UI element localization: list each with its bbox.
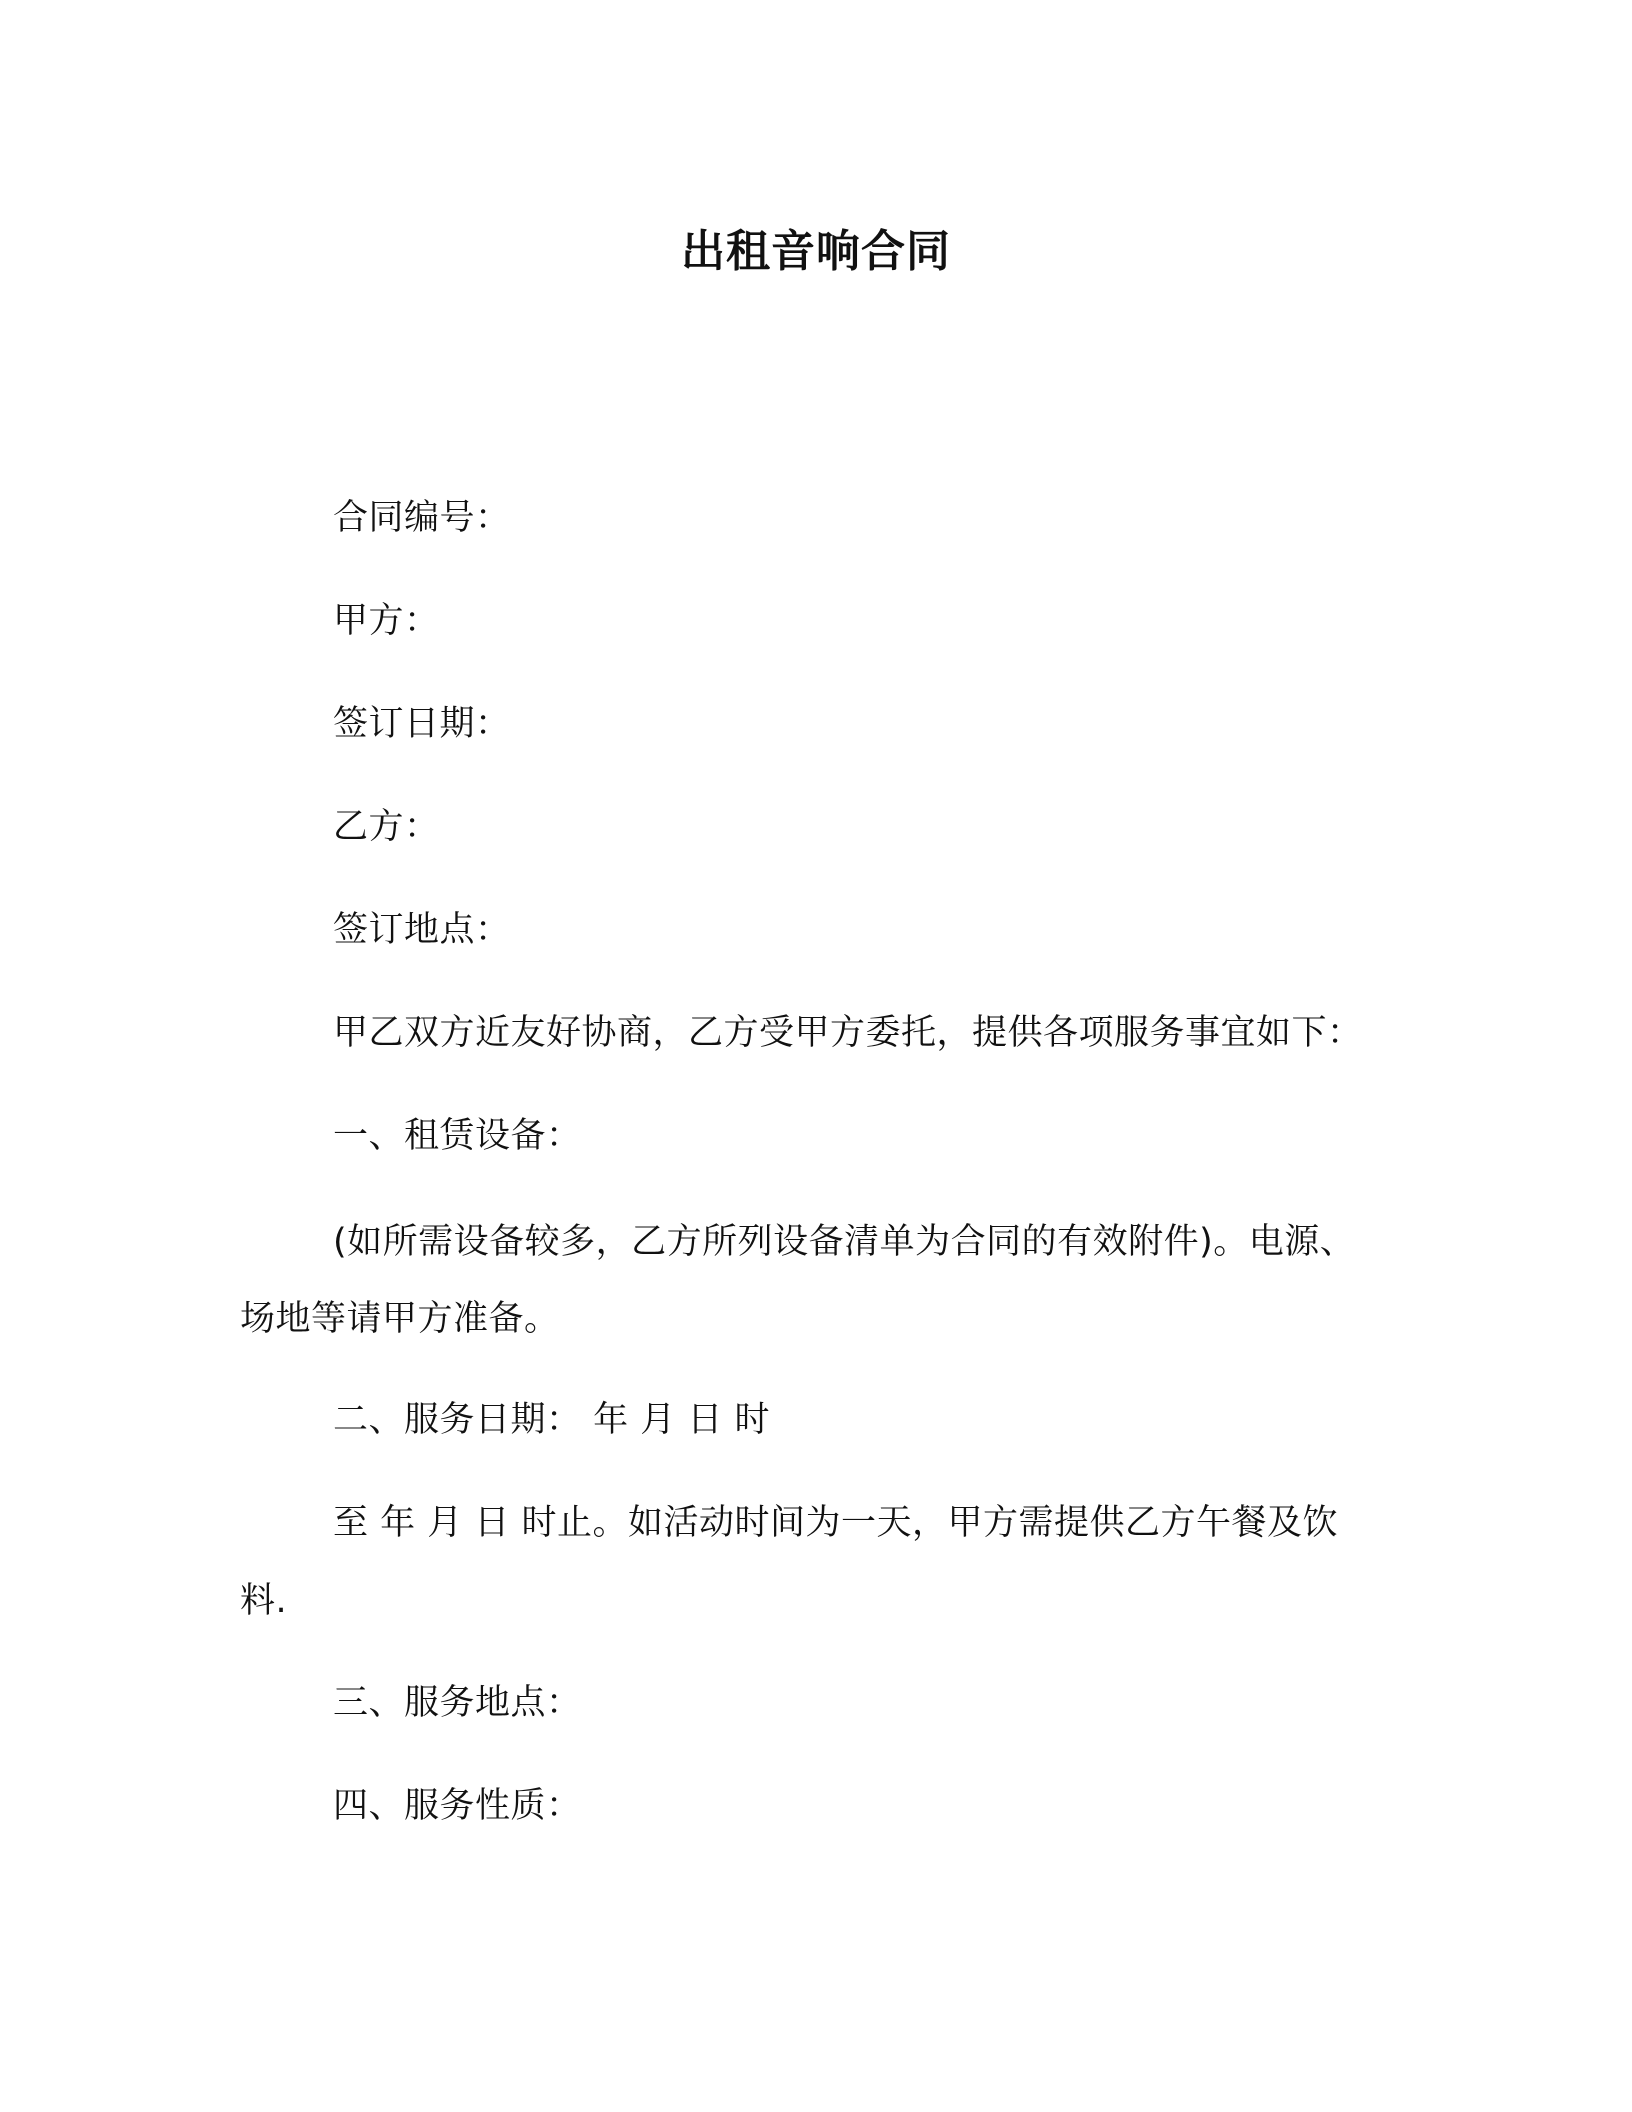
sign-date-field: 签订日期：: [333, 704, 511, 744]
section-2-paragraph-line-1: 至 年 月 日 时止。如活动时间为一天，甲方需提供乙方午餐及饮: [333, 1503, 1339, 1543]
party-b-field: 乙方：: [333, 807, 440, 847]
section-2-paragraph-line-2: 料.: [240, 1581, 288, 1621]
page-title: 出租音响合同: [681, 226, 951, 277]
section-3-heading: 三、服务地点：: [333, 1683, 582, 1723]
section-2-heading: 二、服务日期： 年 月 日 时: [333, 1400, 771, 1440]
intro-paragraph: 甲乙双方近友好协商，乙方受甲方委托，提供各项服务事宜如下：: [333, 1013, 1363, 1053]
section-1-paragraph-line-1: (如所需设备较多，乙方所列设备清单为合同的有效附件)。电源、: [333, 1222, 1356, 1262]
section-1-heading: 一、租赁设备：: [333, 1116, 582, 1156]
section-4-heading: 四、服务性质：: [333, 1786, 582, 1826]
section-1-paragraph-line-2: 场地等请甲方准备。: [240, 1299, 560, 1339]
contract-number-field: 合同编号：: [333, 498, 511, 538]
sign-place-field: 签订地点：: [333, 910, 511, 950]
party-a-field: 甲方：: [333, 601, 440, 641]
